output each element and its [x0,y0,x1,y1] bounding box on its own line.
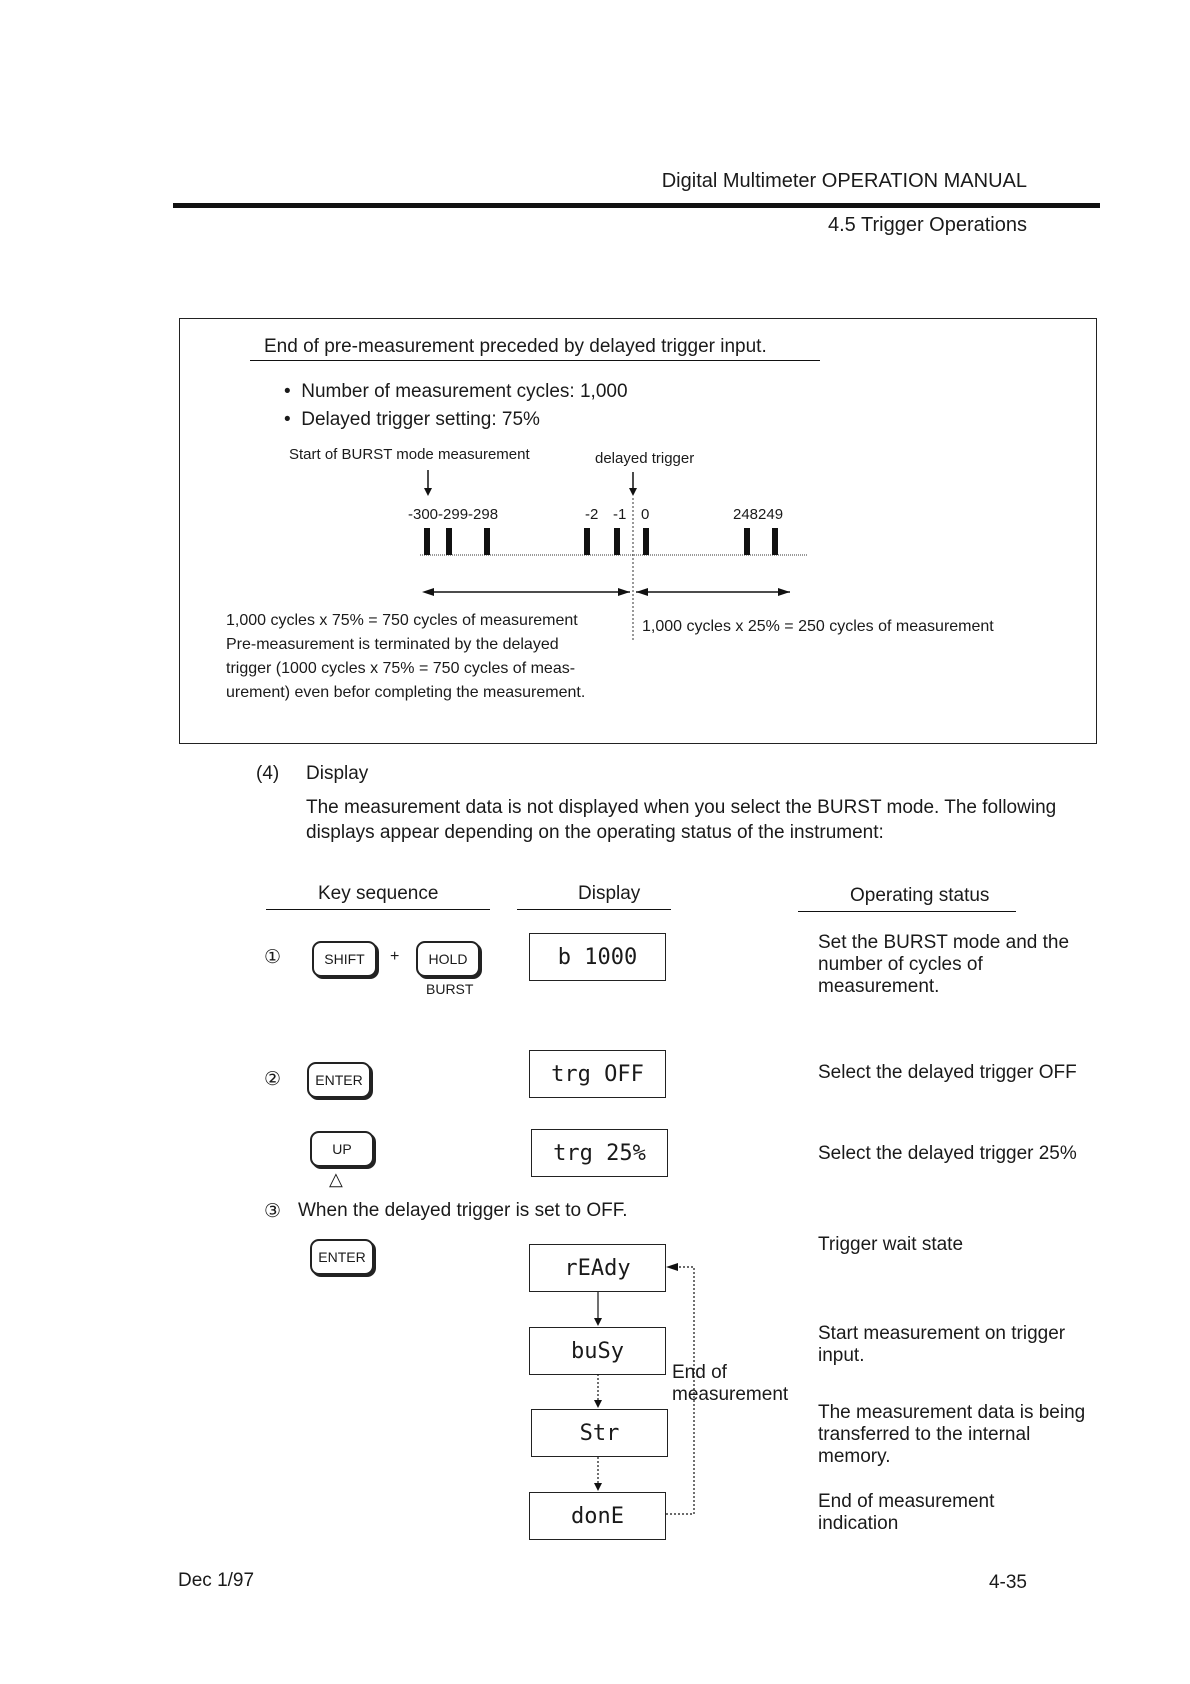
loop-label: measurement [672,1384,789,1405]
status-ready: Trigger wait state [818,1234,964,1255]
note-line: urement) even befor completing the measurement. [226,684,586,701]
enter-key[interactable]: ENTER [307,1062,371,1098]
loop-back-arrow-head [666,1263,678,1271]
section-heading: Display [306,763,369,784]
enter-key-step3[interactable]: ENTER [310,1239,374,1275]
note-line: Pre-measurement is terminated by the delayed [226,636,559,653]
tick-label-zero: 0 [641,506,650,523]
section-paragraph-line: The measurement data is not displayed when you select the BURST mode. The following [306,797,1057,818]
display-done: donE [529,1492,666,1540]
loop-label: End of [672,1362,727,1383]
start-burst-label: Start of BURST mode measurement [289,446,530,463]
status-busy: Start measurement on trigger input. [818,1323,1066,1366]
step-marker-3: ③ [264,1201,282,1222]
status-step2: Select the delayed trigger OFF [818,1062,1077,1083]
footer-date: Dec 1/97 [178,1570,255,1591]
status-done: End of measurement indication [818,1491,995,1534]
header-operating-status: Operating status [850,885,990,906]
shift-key[interactable]: SHIFT [312,941,377,977]
step-marker-2: ② [264,1069,282,1090]
bullet-item: • Delayed trigger setting: 75% [284,409,540,430]
header-key-sequence: Key sequence [318,883,439,904]
tick-label-start: -300-299-298 [408,506,499,523]
display-trg-off: trg OFF [529,1050,666,1098]
status-step2b: Select the delayed trigger 25% [818,1143,1077,1164]
display-b1000: b 1000 [529,933,666,981]
burst-sublabel: BURST [426,981,474,997]
display-busy: buSy [529,1327,666,1375]
bullet-item: • Number of measurement cycles: 1,000 [284,381,628,402]
up-key[interactable]: UP [310,1131,374,1167]
delayed-trigger-label: delayed trigger [595,450,695,467]
note-line: trigger (1000 cycles x 75% = 750 cycles of meas- [226,660,576,677]
up-arrow-icon: △ [329,1169,343,1189]
display-ready: rEAdy [529,1244,666,1292]
section-number: (4) [256,763,280,784]
footer-page-number: 4-35 [988,1572,1027,1593]
post-measurement-calc: 1,000 cycles x 25% = 250 cycles of measurement [642,618,994,635]
section-title: 4.5 Trigger Operations [828,214,1027,236]
step-marker-1: ① [264,947,282,968]
example-title: End of pre-measurement preceded by delayed trigger input. [264,336,767,357]
display-trg-25: trg 25% [531,1129,668,1177]
pre-measurement-calc: 1,000 cycles x 75% = 750 cycles of measurement [226,612,578,629]
tick-label-minus2: -2 [585,506,599,523]
step3-caption: When the delayed trigger is set to OFF. [298,1200,628,1221]
header-display: Display [578,883,641,904]
display-str: Str [531,1409,668,1457]
hold-key[interactable]: HOLD [416,941,480,977]
tick-label-end: 248249 [733,506,784,523]
status-step1: Set the BURST mode and the number of cycles of measurement. [818,932,1070,997]
tick-label-minus1: -1 [613,506,627,523]
section-paragraph-line: displays appear depending on the operating status of the instrument: [306,822,884,843]
manual-title: Digital Multimeter OPERATION MANUAL [661,170,1027,192]
status-str: The measurement data is being transferred to the internal memory. [818,1402,1086,1467]
plus-sign: + [390,948,400,965]
